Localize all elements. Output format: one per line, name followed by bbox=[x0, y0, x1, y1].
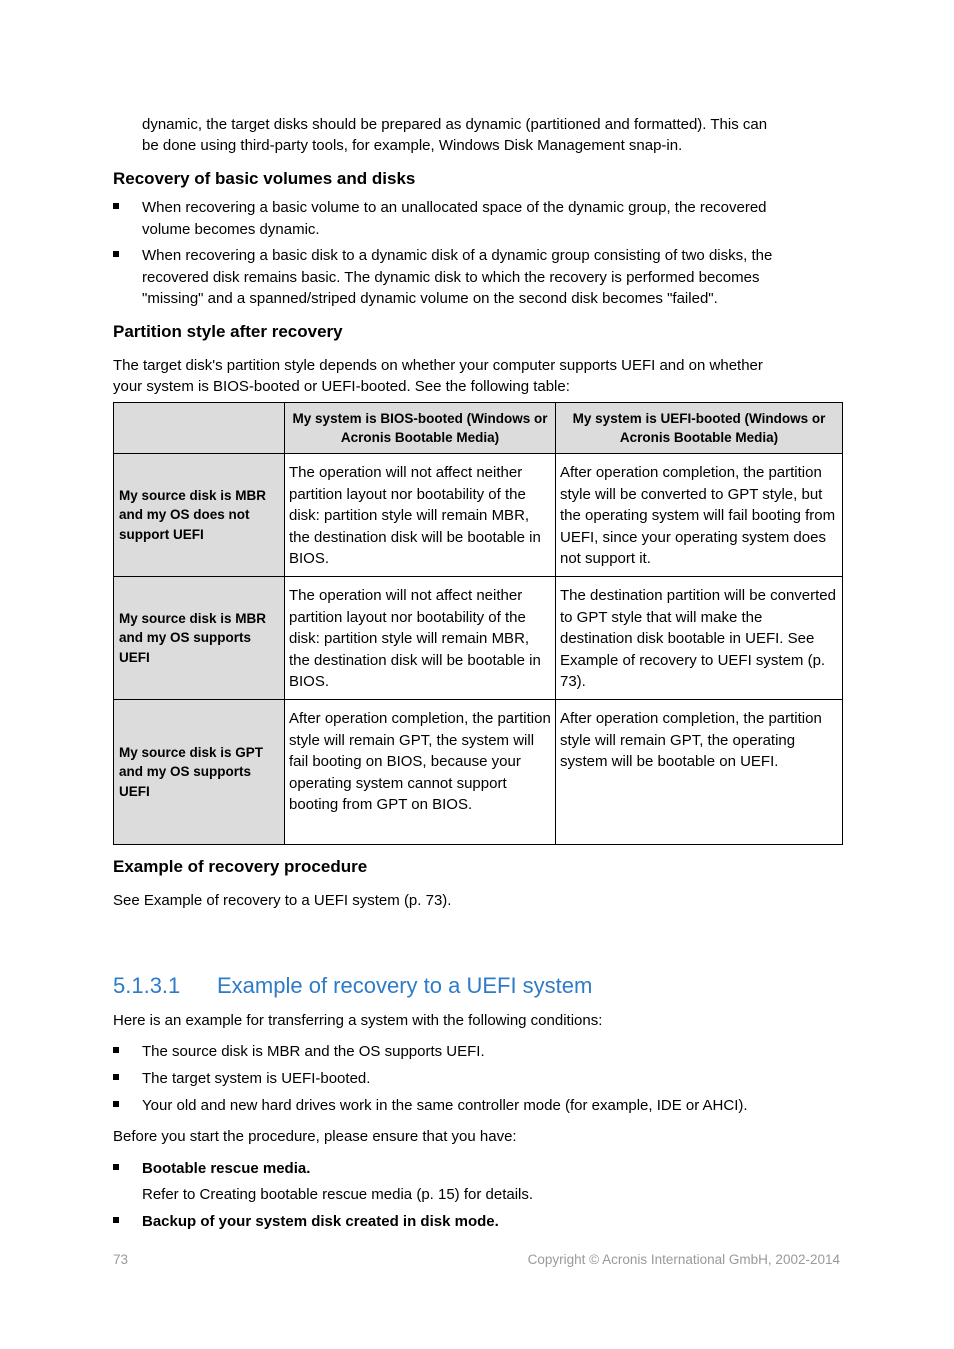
section-number: 5.1.3.1 bbox=[113, 973, 181, 998]
requirement-title: Bootable rescue media. bbox=[142, 1160, 311, 1177]
column-header-uefi: My system is UEFI-booted (Windows or Acronis Bootable Media) bbox=[556, 403, 843, 454]
intro-line-2: be done using third-party tools, for example, Windows Disk Management snap-in. bbox=[142, 137, 683, 154]
bullet-icon bbox=[113, 203, 119, 209]
partition-style-table bbox=[113, 402, 843, 845]
list-item-line: recovered disk remains basic. The dynamic disk to which the recovery is performed becomes bbox=[142, 268, 760, 286]
bullet-icon bbox=[113, 1101, 119, 1107]
section-intro: Here is an example for transferring a system with the following conditions: bbox=[113, 1012, 603, 1029]
requirement-title: Backup of your system disk created in disk mode. bbox=[142, 1213, 499, 1230]
bullet-icon bbox=[113, 1217, 119, 1223]
list-item-text: Your old and new hard drives work in the same controller mode (for example, IDE or AHCI). bbox=[142, 1097, 748, 1114]
table-header-row bbox=[114, 403, 843, 454]
table-cell-uefi: After operation completion, the partition style will be converted to GPT style, but the operating system will fail booting from UEFI, since your operating system does not support it. bbox=[556, 454, 843, 577]
table-row bbox=[114, 700, 843, 845]
table-corner-cell bbox=[114, 403, 285, 454]
example-procedure-heading: Example of recovery procedure bbox=[113, 857, 368, 876]
table-cell-bios: After operation completion, the partition style will remain GPT, the system will fail booting on BIOS, because your operating system cannot support booting from GPT on BIOS. bbox=[285, 700, 556, 845]
table-row bbox=[114, 454, 843, 577]
table-row bbox=[114, 577, 843, 700]
copyright: Copyright © Acronis International GmbH, 2002-2014 bbox=[527, 1252, 840, 1267]
partition-style-heading: Partition style after recovery bbox=[113, 322, 343, 341]
requirement-detail[interactable]: Refer to Creating bootable rescue media (p. 15) for details. bbox=[142, 1186, 534, 1203]
list-item-line: volume becomes dynamic. bbox=[142, 220, 320, 238]
list-item-text: The source disk is MBR and the OS supports UEFI. bbox=[142, 1043, 485, 1060]
row-header: My source disk is GPT and my OS supports UEFI bbox=[114, 700, 285, 845]
list-item-text: The target system is UEFI-booted. bbox=[142, 1070, 371, 1087]
page-number: 73 bbox=[113, 1252, 129, 1267]
table-cell-uefi: The destination partition will be converted to GPT style that will make the destination disk bootable in UEFI. See Example of recovery to UEFI system (p. 73). bbox=[556, 577, 843, 700]
column-header-bios: My system is BIOS-booted (Windows or Acronis Bootable Media) bbox=[285, 403, 556, 454]
bullet-icon bbox=[113, 251, 119, 257]
list-item-line: When recovering a basic disk to a dynamic disk of a dynamic group consisting of two disks, the bbox=[142, 247, 773, 264]
list-item-line: "missing" and a spanned/striped dynamic volume on the second disk becomes "failed". bbox=[142, 290, 718, 307]
table-cell-uefi: After operation completion, the partition style will remain GPT, the operating system will be bootable on UEFI. bbox=[556, 700, 843, 845]
row-header: My source disk is MBR and my OS supports UEFI bbox=[114, 577, 285, 700]
example-procedure-link[interactable]: See Example of recovery to a UEFI system (p. 73). bbox=[113, 892, 452, 909]
partition-style-line-2: your system is BIOS-booted or UEFI-booted. See the following table: bbox=[113, 378, 570, 395]
bullet-icon bbox=[113, 1164, 119, 1170]
list-item-line: When recovering a basic volume to an unallocated space of the dynamic group, the recovered bbox=[142, 199, 767, 216]
bullet-icon bbox=[113, 1047, 119, 1053]
bullet-icon bbox=[113, 1074, 119, 1080]
ensure-text: Before you start the procedure, please ensure that you have: bbox=[113, 1128, 517, 1145]
section-title: Example of recovery to a UEFI system bbox=[217, 973, 593, 998]
partition-style-line-1: The target disk's partition style depends on whether your computer supports UEFI and on whether bbox=[113, 357, 763, 374]
intro-line-1: dynamic, the target disks should be prepared as dynamic (partitioned and formatted). This can bbox=[142, 116, 768, 133]
row-header: My source disk is MBR and my OS does not support UEFI bbox=[114, 454, 285, 577]
basic-volumes-heading: Recovery of basic volumes and disks bbox=[113, 169, 416, 188]
table-cell-bios: The operation will not affect neither partition layout nor bootability of the disk: partition style will remain MBR, the destination disk will be bootable in BIOS. bbox=[285, 454, 556, 577]
table-cell-bios: The operation will not affect neither partition layout nor bootability of the disk: partition style will remain MBR, the destination disk will be bootable in BIOS. bbox=[285, 577, 556, 700]
